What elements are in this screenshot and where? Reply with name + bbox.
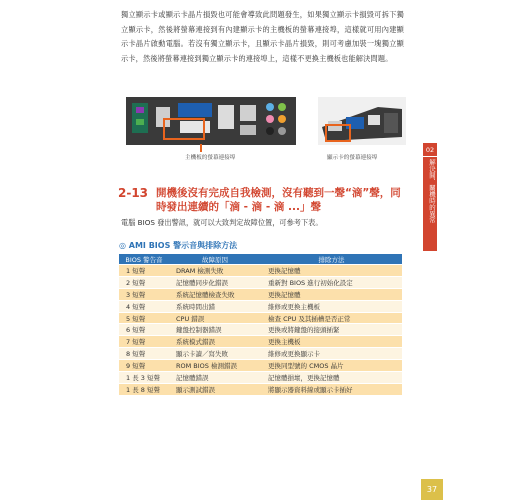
section-number: 2-13 xyxy=(118,186,149,200)
table-header: 排除方法 xyxy=(261,254,402,265)
table-row xyxy=(119,372,402,384)
table-cell: 7 短聲 xyxy=(119,336,169,348)
table-row xyxy=(119,324,402,336)
table-cell: 1 長 3 短聲 xyxy=(119,372,169,384)
table-title: AMI BIOS 警示音與排除方法 xyxy=(128,241,238,250)
table-cell: 9 短聲 xyxy=(119,360,169,372)
table-row xyxy=(119,336,402,348)
table-cell: 5 短聲 xyxy=(119,312,169,324)
table-cell: 維修或更換主機板 xyxy=(261,300,402,312)
table-cell: 鍵盤控制器錯誤 xyxy=(169,324,261,336)
table-cell: ROM BIOS 檢測錯誤 xyxy=(169,360,261,372)
chapter-title: 解決開、關機時的異常 xyxy=(428,159,436,223)
table-cell: 顯示測試錯誤 xyxy=(169,383,261,394)
table-cell: 系統時間出錯 xyxy=(169,300,261,312)
table-cell: 4 短聲 xyxy=(119,300,169,312)
table-cell: CPU 錯誤 xyxy=(169,312,261,324)
chapter-number: 02 xyxy=(423,146,437,157)
table-cell: 2 短聲 xyxy=(119,276,169,288)
table-cell: 更換同型號的 CMOS 晶片 xyxy=(261,360,402,372)
table-title-row xyxy=(119,240,237,251)
table-cell: 系統模式錯誤 xyxy=(169,336,261,348)
page-number: 37 xyxy=(421,479,443,500)
table-cell: 更換主機板 xyxy=(261,336,402,348)
callout-box xyxy=(163,118,205,140)
table-row xyxy=(119,348,402,360)
table-cell: 6 短聲 xyxy=(119,324,169,336)
callout-box-card xyxy=(325,124,351,142)
table-cell: 記憶體錯誤 xyxy=(169,372,261,384)
table-cell: 更換或將鍵盤的接頭插緊 xyxy=(261,324,402,336)
table-row xyxy=(119,312,402,324)
table-cell: 3 短聲 xyxy=(119,288,169,300)
figure-caption-right: 顯示卡的螢幕連接埠 xyxy=(327,155,378,161)
table-row xyxy=(119,300,402,312)
motherboard-ports-photo xyxy=(126,97,296,145)
chapter-side-tab xyxy=(423,143,437,251)
table-cell: 1 長 8 短聲 xyxy=(119,383,169,394)
table-cell: 檢查 CPU 及其插槽是否正常 xyxy=(261,312,402,324)
table-cell: 維修或更換顯示卡 xyxy=(261,348,402,360)
table-row xyxy=(119,265,402,277)
table-cell: 重新對 BIOS 進行初始化設定 xyxy=(261,276,402,288)
bullet-circle-icon: ◎ xyxy=(119,241,126,250)
table-cell: 8 短聲 xyxy=(119,348,169,360)
table-cell: 記憶體同步化錯誤 xyxy=(169,276,261,288)
table-cell: 記憶體損壞，更換記憶體 xyxy=(261,372,402,384)
table-cell: 1 短聲 xyxy=(119,265,169,277)
table-header: 故障原因 xyxy=(169,254,261,265)
table-body xyxy=(119,265,402,395)
table-cell: 更換記憶體 xyxy=(261,288,402,300)
table-header-row xyxy=(119,254,402,265)
table-cell: 將顯示器資料線或顯示卡插好 xyxy=(261,383,402,394)
callout-line xyxy=(200,144,202,152)
section-title: 開機後沒有完成自我檢測，沒有聽到一聲“滴”聲，同時發出連續的「滴 - 滴 - 滴 ...」聲 xyxy=(156,187,401,213)
table-row xyxy=(119,288,402,300)
intro-paragraph: 獨立顯示卡或顯示卡晶片損毀也可能會導致此問題發生，如果獨立顯示卡損毀可拆下獨立顯示卡，然後將螢幕連接到有內建顯示卡的主機板的螢幕連接埠，這樣就可用內建顯示卡晶片啟動電腦。若沒有獨立顯示卡，且顯示卡晶片損毀，則可考慮加裝一塊獨立顯示卡，然後將螢幕連接到獨立顯示卡的連接埠上，這樣不更換主機板也能解決問題。 xyxy=(121,10,404,63)
table-cell: 系統記憶體檢查失敗 xyxy=(169,288,261,300)
beep-code-table xyxy=(119,254,402,395)
table-row xyxy=(119,360,402,372)
body-text: 電腦 BIOS 發出警訊，就可以大致判定故障位置，可參考下表。 xyxy=(121,218,323,227)
table-row xyxy=(119,276,402,288)
figure-caption-left: 主機板的螢幕連接埠 xyxy=(185,155,236,161)
table-cell: 顯示卡讀／寫失敗 xyxy=(169,348,261,360)
table-row xyxy=(119,383,402,394)
table-cell: 更換記憶體 xyxy=(261,265,402,277)
table-header: BIOS 警告音 xyxy=(119,254,169,265)
table-cell: DRAM 檢測失敗 xyxy=(169,265,261,277)
